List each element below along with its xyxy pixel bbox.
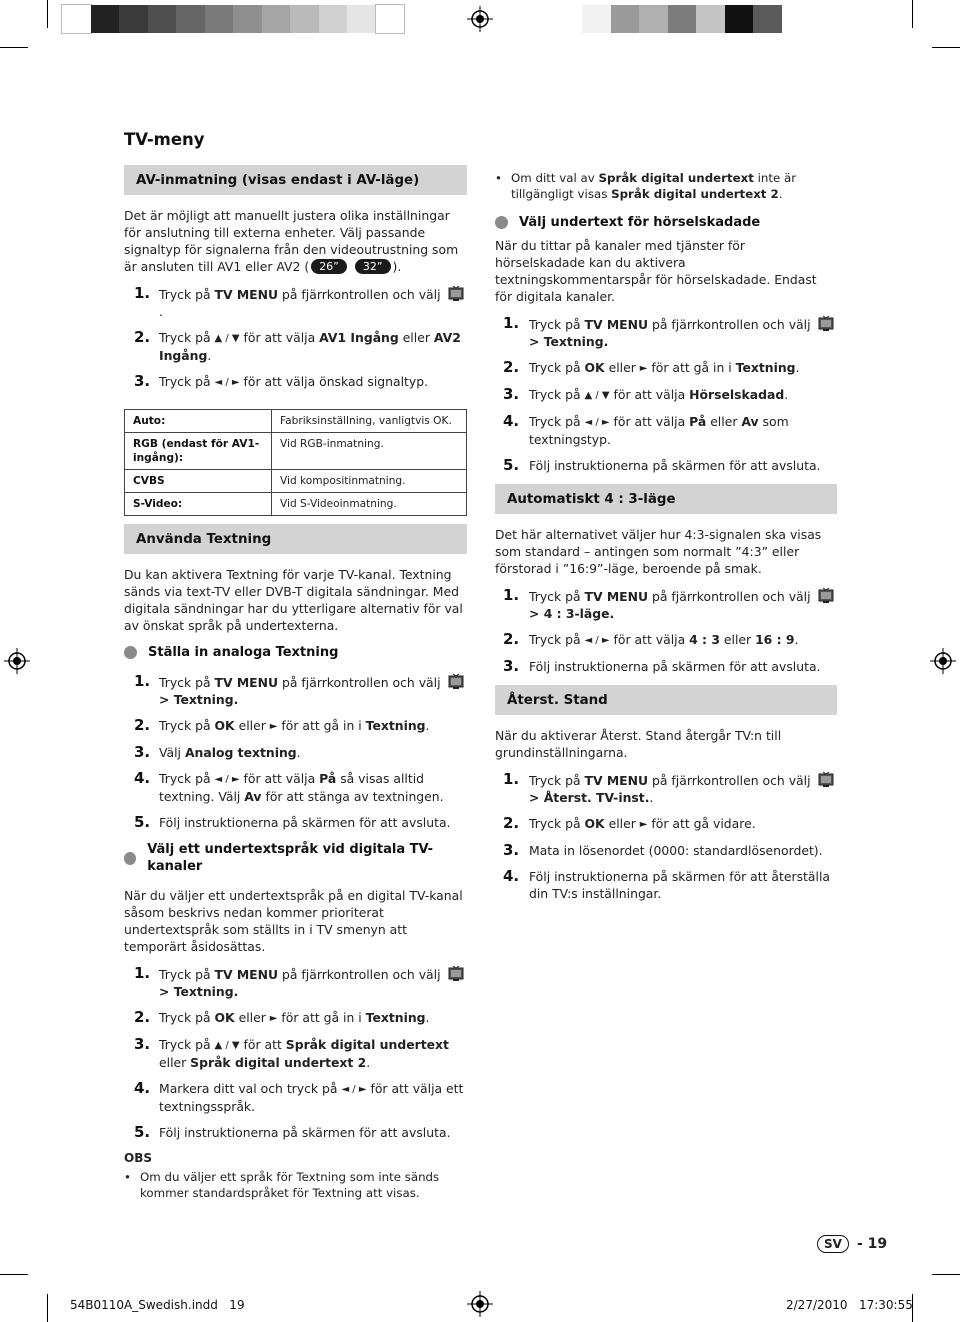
- file-slug: 54B0110A_Swedish.indd 19: [70, 1298, 245, 1312]
- analog-step-4: 4. Tryck på ◄ / ► för att välja På så visas alltid textning. Välj Av för att stänga av textningen.: [134, 769, 444, 804]
- bullet-icon: [124, 646, 137, 659]
- page-footer: [817, 1235, 887, 1253]
- hearing-intro: När du tittar på kanaler med tjänster för hörselskadade kan du aktivera textningskommentarspår för hörselskadade. Endast för digitala kanaler.: [495, 238, 817, 304]
- registration-mark-icon: [467, 1291, 493, 1317]
- digital-step-5: 5. Följ instruktionerna på skärmen för att avsluta.: [134, 1123, 451, 1141]
- digital-step-3: 3. Tryck på ▲ / ▼ för att Språk digital undertext eller Språk digital undertext 2.: [134, 1035, 449, 1070]
- tv-menu-icon: [447, 673, 465, 691]
- hearing-step-4: 4. Tryck på ◄ / ► för att välja På eller Av som textningstyp.: [503, 412, 789, 447]
- page-number: - 19: [856, 1235, 888, 1252]
- auto-step-3: 3. Följ instruktionerna på skärmen för att avsluta.: [503, 657, 821, 675]
- size-badge-32: 32”: [355, 259, 391, 274]
- hearing-step-3: 3. Tryck på ▲ / ▼ för att välja Hörselskadad.: [503, 385, 789, 403]
- page-title: TV-meny: [124, 130, 205, 149]
- section-heading-av-input: AV-inmatning (visas endast i AV-läge): [124, 165, 467, 195]
- tv-menu-icon: [447, 965, 465, 983]
- av-step-3: 3. Tryck på ◄ / ► för att välja önskad signaltyp.: [134, 372, 429, 390]
- table-row: Auto: Fabriksinställning, vanligtvis OK.: [125, 410, 467, 433]
- bullet-icon: [495, 216, 508, 229]
- color-swatch: [347, 5, 376, 33]
- bullet-icon: •: [124, 1170, 131, 1184]
- reset-step-1: 1. Tryck på TV MENU på fjärrkontrollen och välj > Återst. TV-inst..: [495, 771, 837, 806]
- color-swatch: [376, 5, 405, 33]
- color-swatch: [205, 5, 234, 33]
- color-swatch: [91, 5, 120, 33]
- digital-step-2: 2. Tryck på OK eller ► för att gå in i Textning.: [134, 1008, 430, 1026]
- right-arrow-icon: ►: [269, 721, 278, 732]
- av-step-1: 1. Tryck på TV MENU på fjärrkontrollen och välj .: [124, 285, 467, 320]
- color-swatch: [753, 5, 782, 33]
- note-item: • Om du väljer ett språk för Textning som inte sänds kommer standardspråket för Textning att visas.: [124, 1170, 440, 1200]
- table-row: CVBS Vid kompositinmatning.: [125, 470, 467, 493]
- analog-step-5: 5. Följ instruktionerna på skärmen för att avsluta.: [134, 813, 451, 831]
- registration-mark-icon: [930, 648, 956, 674]
- language-note: • Om ditt val av Språk digital undertext inte är tillgängligt visas Språk digital undertext 2.: [495, 171, 797, 201]
- color-swatch: [233, 5, 262, 33]
- subtitles-intro: Du kan aktivera Textning för varje TV-kanal. Textning sänds via text-TV eller DVB-T digitala sändningar. Med digitala sändningar har du ytterligare alternativ för val av önskat språk på undertexterna.: [124, 567, 463, 633]
- size-badge-26: 26”: [311, 259, 347, 274]
- color-swatch: [290, 5, 319, 33]
- left-column: [124, 165, 467, 1201]
- color-swatch: [696, 5, 725, 33]
- right-arrow-icon: ►: [269, 1013, 278, 1024]
- color-swatch: [262, 5, 291, 33]
- crop-mark: [932, 1274, 960, 1275]
- language-badge: SV: [817, 1235, 849, 1253]
- section-heading-auto-4-3: Automatiskt 4 : 3-läge: [495, 484, 837, 514]
- digital-subtitles-heading: Välj ett undertextspråk vid digitala TV-kanaler: [124, 841, 467, 875]
- table-row: S-Video: Vid S-Videoinmatning.: [125, 493, 467, 516]
- up-down-arrow-icon: ▲ / ▼: [584, 390, 610, 401]
- color-swatch: [639, 5, 668, 33]
- crop-mark: [912, 0, 913, 28]
- color-swatch: [148, 5, 177, 33]
- digital-intro: När du väljer ett undertextspråk på en digital TV-kanal såsom beskrivs nedan kommer prioriterat undertextspråk som ställts in i TV smenyn att temporärt åsidosättas.: [124, 888, 463, 954]
- reset-step-2: 2. Tryck på OK eller ► för att gå vidare.: [503, 814, 756, 832]
- tv-menu-icon: [817, 771, 835, 789]
- av-intro: Det är möjligt att manuellt justera olika inställningar för anslutning till externa enheter. Välj passande signaltyp för signalerna från den videoutrustning som är ansluten till AV1 eller AV2 ( 26” 32” ).: [124, 208, 459, 274]
- tv-menu-icon: [447, 285, 465, 303]
- analog-step-1: 1. Tryck på TV MENU på fjärrkontrollen och välj > Textning.: [124, 673, 467, 708]
- section-heading-reset: Återst. Stand: [495, 685, 837, 715]
- crop-mark: [932, 47, 960, 48]
- bullet-icon: [124, 852, 136, 865]
- hearing-impaired-heading: Välj undertext för hörselskadade: [495, 214, 837, 231]
- analog-step-3: 3. Välj Analog textning.: [134, 743, 301, 761]
- right-arrow-icon: ►: [639, 363, 648, 374]
- digital-step-4: 4. Markera ditt val och tryck på ◄ / ► för att välja ett textningsspråk.: [134, 1079, 464, 1114]
- table-row: RGB (endast för AV1-ingång): Vid RGB-inmatning.: [125, 433, 467, 470]
- av-step-2: 2. Tryck på ▲ / ▼ för att välja AV1 Ingång eller AV2 Ingång.: [134, 328, 461, 363]
- hearing-step-2: 2. Tryck på OK eller ► för att gå in i Textning.: [503, 358, 800, 376]
- left-right-arrow-icon: ◄ / ►: [214, 774, 240, 785]
- right-arrow-icon: ►: [639, 819, 648, 830]
- color-swatch: [176, 5, 205, 33]
- color-swatch: [611, 5, 640, 33]
- registration-mark-icon: [467, 6, 493, 32]
- hearing-step-5: 5. Följ instruktionerna på skärmen för att avsluta.: [503, 456, 821, 474]
- tv-menu-icon: [817, 315, 835, 333]
- left-right-arrow-icon: ◄ / ►: [584, 635, 610, 646]
- color-swatch: [319, 5, 348, 33]
- reset-step-4: 4. Följ instruktionerna på skärmen för att återställa din TV:s inställningar.: [503, 867, 830, 901]
- tv-menu-icon: [817, 587, 835, 605]
- date-slug: 2/27/2010 17:30:55: [786, 1298, 913, 1312]
- reset-intro: När du aktiverar Återst. Stand återgår TV:n till grundinställningarna.: [495, 728, 782, 760]
- analog-subtitles-heading: Ställa in analoga Textning: [124, 644, 467, 661]
- crop-mark: [47, 1294, 48, 1322]
- right-column: [495, 170, 837, 911]
- hearing-step-1: 1. Tryck på TV MENU på fjärrkontrollen och välj > Textning.: [495, 315, 837, 350]
- reset-step-3: 3. Mata in lösenordet (0000: standardlösenordet).: [503, 841, 823, 859]
- color-swatch: [668, 5, 697, 33]
- auto-step-1: 1. Tryck på TV MENU på fjärrkontrollen och välj > 4 : 3-läge.: [495, 587, 837, 622]
- color-swatch: [582, 5, 611, 33]
- color-swatch: [62, 5, 91, 33]
- crop-mark: [47, 0, 48, 28]
- digital-step-1: 1. Tryck på TV MENU på fjärrkontrollen och välj > Textning.: [124, 965, 467, 1000]
- color-swatch: [725, 5, 754, 33]
- left-right-arrow-icon: ◄ / ►: [584, 417, 610, 428]
- auto-step-2: 2. Tryck på ◄ / ► för att välja 4 : 3 eller 16 : 9.: [503, 630, 799, 648]
- registration-mark-icon: [4, 648, 30, 674]
- crop-mark: [0, 47, 28, 48]
- bullet-icon: •: [495, 171, 502, 185]
- color-bar-left: [62, 5, 404, 33]
- up-down-arrow-icon: ▲ / ▼: [214, 1040, 240, 1051]
- section-heading-subtitles: Använda Textning: [124, 524, 467, 554]
- crop-mark: [0, 1274, 28, 1275]
- color-bar-right: [582, 5, 782, 33]
- left-right-arrow-icon: ◄ / ►: [214, 377, 240, 388]
- signal-type-table: [124, 409, 467, 516]
- auto-intro: Det här alternativet väljer hur 4:3-signalen ska visas som standard – antingen som normalt ”4:3” eller förstorad i ”16:9”-läge, beroende på smak.: [495, 527, 822, 576]
- up-down-arrow-icon: ▲ / ▼: [214, 333, 240, 344]
- note-title: OBS: [124, 1151, 152, 1165]
- color-swatch: [119, 5, 148, 33]
- left-right-arrow-icon: ◄ / ►: [341, 1084, 367, 1095]
- analog-step-2: 2. Tryck på OK eller ► för att gå in i Textning.: [134, 716, 430, 734]
